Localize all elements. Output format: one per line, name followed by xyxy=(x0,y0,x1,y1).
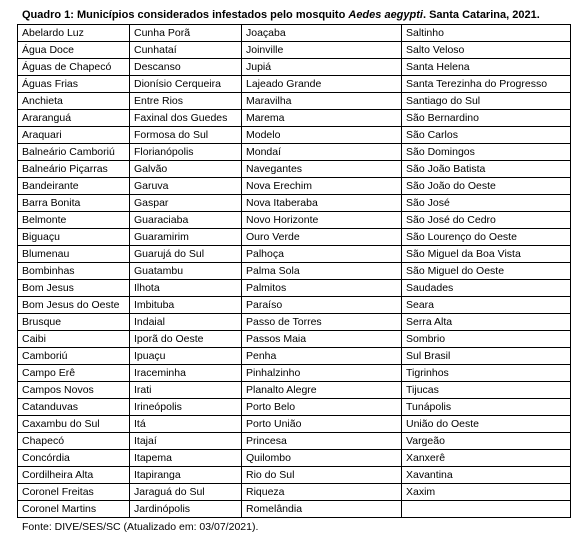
table-cell: Iraceminha xyxy=(130,365,242,382)
table-cell: Irati xyxy=(130,382,242,399)
table-row xyxy=(18,161,571,178)
table-cell: Guaraciaba xyxy=(130,212,242,229)
table-cell: Cunhataí xyxy=(130,42,242,59)
table-cell: Santiago do Sul xyxy=(402,93,571,110)
table-row xyxy=(18,144,571,161)
table-cell: Descanso xyxy=(130,59,242,76)
table-cell: São Carlos xyxy=(402,127,571,144)
table-cell: Iporã do Oeste xyxy=(130,331,242,348)
table-cell: Ilhota xyxy=(130,280,242,297)
table-cell: Catanduvas xyxy=(18,399,130,416)
table-cell: Abelardo Luz xyxy=(18,25,130,42)
table-cell: Lajeado Grande xyxy=(242,76,402,93)
table-cell: Joaçaba xyxy=(242,25,402,42)
table-cell: Sul Brasil xyxy=(402,348,571,365)
table-cell: São Bernardino xyxy=(402,110,571,127)
table-cell: Caibi xyxy=(18,331,130,348)
table-cell: Araquari xyxy=(18,127,130,144)
table-cell: Bom Jesus xyxy=(18,280,130,297)
table-cell: Tunápolis xyxy=(402,399,571,416)
table-row xyxy=(18,416,571,433)
municipalities-table xyxy=(17,24,571,518)
table-cell: Serra Alta xyxy=(402,314,571,331)
table-cell: Saltinho xyxy=(402,25,571,42)
table-cell: Entre Rios xyxy=(130,93,242,110)
table-cell: Águas Frias xyxy=(18,76,130,93)
table-cell: Coronel Freitas xyxy=(18,484,130,501)
source-note: Fonte: DIVE/SES/SC (Atualizado em: 03/07/2021). xyxy=(22,521,259,533)
table-cell: União do Oeste xyxy=(402,416,571,433)
table-cell: Porto União xyxy=(242,416,402,433)
table-cell: Faxinal dos Guedes xyxy=(130,110,242,127)
table-row xyxy=(18,110,571,127)
table-row xyxy=(18,484,571,501)
table-cell: Seara xyxy=(402,297,571,314)
table-cell: Ouro Verde xyxy=(242,229,402,246)
table-row xyxy=(18,178,571,195)
table-cell: São Miguel do Oeste xyxy=(402,263,571,280)
table-cell: Guarujá do Sul xyxy=(130,246,242,263)
table-cell: Xanxerê xyxy=(402,450,571,467)
table-cell: Tijucas xyxy=(402,382,571,399)
table-cell: Biguaçu xyxy=(18,229,130,246)
table-cell: São João do Oeste xyxy=(402,178,571,195)
table-cell: Garuva xyxy=(130,178,242,195)
table-cell: Joinville xyxy=(242,42,402,59)
table-cell: São João Batista xyxy=(402,161,571,178)
table-cell: Tigrinhos xyxy=(402,365,571,382)
table-cell: Bom Jesus do Oeste xyxy=(18,297,130,314)
table-cell xyxy=(402,501,571,518)
table-cell: Balneário Piçarras xyxy=(18,161,130,178)
table-row xyxy=(18,297,571,314)
table-cell: Araranguá xyxy=(18,110,130,127)
table-cell: Irineópolis xyxy=(130,399,242,416)
table-cell: Brusque xyxy=(18,314,130,331)
table-cell: Florianópolis xyxy=(130,144,242,161)
table-row xyxy=(18,59,571,76)
table-cell: Itá xyxy=(130,416,242,433)
table-cell: Passo de Torres xyxy=(242,314,402,331)
table-cell: Caxambu do Sul xyxy=(18,416,130,433)
table-row xyxy=(18,331,571,348)
table-cell: Imbituba xyxy=(130,297,242,314)
table-cell: Belmonte xyxy=(18,212,130,229)
table-row xyxy=(18,348,571,365)
table-cell: Indaial xyxy=(130,314,242,331)
table-cell: Bandeirante xyxy=(18,178,130,195)
table-row xyxy=(18,25,571,42)
table-row xyxy=(18,501,571,518)
table-cell: São José xyxy=(402,195,571,212)
table-cell: Jardinópolis xyxy=(130,501,242,518)
table-cell: Navegantes xyxy=(242,161,402,178)
caption-species: Aedes aegypti xyxy=(348,9,423,21)
table-row xyxy=(18,127,571,144)
table-cell: Quilombo xyxy=(242,450,402,467)
table-cell: Guaramirim xyxy=(130,229,242,246)
table-cell: Anchieta xyxy=(18,93,130,110)
table-cell: Rio do Sul xyxy=(242,467,402,484)
table-row xyxy=(18,76,571,93)
table-caption xyxy=(22,8,540,22)
table-row xyxy=(18,314,571,331)
table-cell: Formosa do Sul xyxy=(130,127,242,144)
table-cell: Penha xyxy=(242,348,402,365)
table-cell: São Miguel da Boa Vista xyxy=(402,246,571,263)
table-row xyxy=(18,365,571,382)
table-cell: Modelo xyxy=(242,127,402,144)
table-row xyxy=(18,212,571,229)
table-cell: Nova Erechim xyxy=(242,178,402,195)
table-cell: Riqueza xyxy=(242,484,402,501)
table-cell: Xavantina xyxy=(402,467,571,484)
table-cell: Ipuaçu xyxy=(130,348,242,365)
table-cell: Camboriú xyxy=(18,348,130,365)
table-cell: Cunha Porã xyxy=(130,25,242,42)
table-cell: Paraíso xyxy=(242,297,402,314)
table-cell: Palmitos xyxy=(242,280,402,297)
table-cell: Coronel Martins xyxy=(18,501,130,518)
table-cell: Itapema xyxy=(130,450,242,467)
table-row xyxy=(18,195,571,212)
table-cell: Jaraguá do Sul xyxy=(130,484,242,501)
table-row xyxy=(18,93,571,110)
table-cell: Barra Bonita xyxy=(18,195,130,212)
table-cell: Salto Veloso xyxy=(402,42,571,59)
table-cell: Mondaí xyxy=(242,144,402,161)
table-cell: Nova Itaberaba xyxy=(242,195,402,212)
caption-label: Quadro 1: xyxy=(22,9,74,21)
table-cell: São Lourenço do Oeste xyxy=(402,229,571,246)
table-cell: Galvão xyxy=(130,161,242,178)
table-cell: Porto Belo xyxy=(242,399,402,416)
table-cell: Saudades xyxy=(402,280,571,297)
table-cell: Princesa xyxy=(242,433,402,450)
table-cell: Guatambu xyxy=(130,263,242,280)
table-row xyxy=(18,246,571,263)
caption-suffix: . Santa Catarina, 2021. xyxy=(422,9,540,21)
table-row xyxy=(18,382,571,399)
table-row xyxy=(18,263,571,280)
table-cell: São José do Cedro xyxy=(402,212,571,229)
table-cell: Itajaí xyxy=(130,433,242,450)
table-row xyxy=(18,229,571,246)
table-cell: Jupiá xyxy=(242,59,402,76)
table-cell: Campo Erê xyxy=(18,365,130,382)
table-row xyxy=(18,450,571,467)
table-row xyxy=(18,42,571,59)
table-cell: Santa Helena xyxy=(402,59,571,76)
table-cell: Maravilha xyxy=(242,93,402,110)
table-cell: Águas de Chapecó xyxy=(18,59,130,76)
table-cell: Blumenau xyxy=(18,246,130,263)
table-cell: Bombinhas xyxy=(18,263,130,280)
table-cell: Planalto Alegre xyxy=(242,382,402,399)
table-cell: Passos Maia xyxy=(242,331,402,348)
table-row xyxy=(18,280,571,297)
table-cell: Itapiranga xyxy=(130,467,242,484)
caption-title: Municípios considerados infestados pelo mosquito xyxy=(73,9,349,21)
table-row xyxy=(18,467,571,484)
table-cell: Palma Sola xyxy=(242,263,402,280)
table-row xyxy=(18,433,571,450)
table-cell: Novo Horizonte xyxy=(242,212,402,229)
table-cell: Dionísio Cerqueira xyxy=(130,76,242,93)
table-cell: Pinhalzinho xyxy=(242,365,402,382)
table-cell: Romelândia xyxy=(242,501,402,518)
table-cell: Água Doce xyxy=(18,42,130,59)
table-cell: Balneário Camboriú xyxy=(18,144,130,161)
table-cell: Vargeão xyxy=(402,433,571,450)
table-cell: Concórdia xyxy=(18,450,130,467)
table-cell: Xaxim xyxy=(402,484,571,501)
table-cell: São Domingos xyxy=(402,144,571,161)
table-cell: Santa Terezinha do Progresso xyxy=(402,76,571,93)
table-cell: Campos Novos xyxy=(18,382,130,399)
table-cell: Sombrio xyxy=(402,331,571,348)
table-cell: Marema xyxy=(242,110,402,127)
municipalities-table-body xyxy=(18,25,571,518)
table-cell: Cordilheira Alta xyxy=(18,467,130,484)
table-row xyxy=(18,399,571,416)
table-cell: Palhoça xyxy=(242,246,402,263)
table-cell: Gaspar xyxy=(130,195,242,212)
table-cell: Chapecó xyxy=(18,433,130,450)
